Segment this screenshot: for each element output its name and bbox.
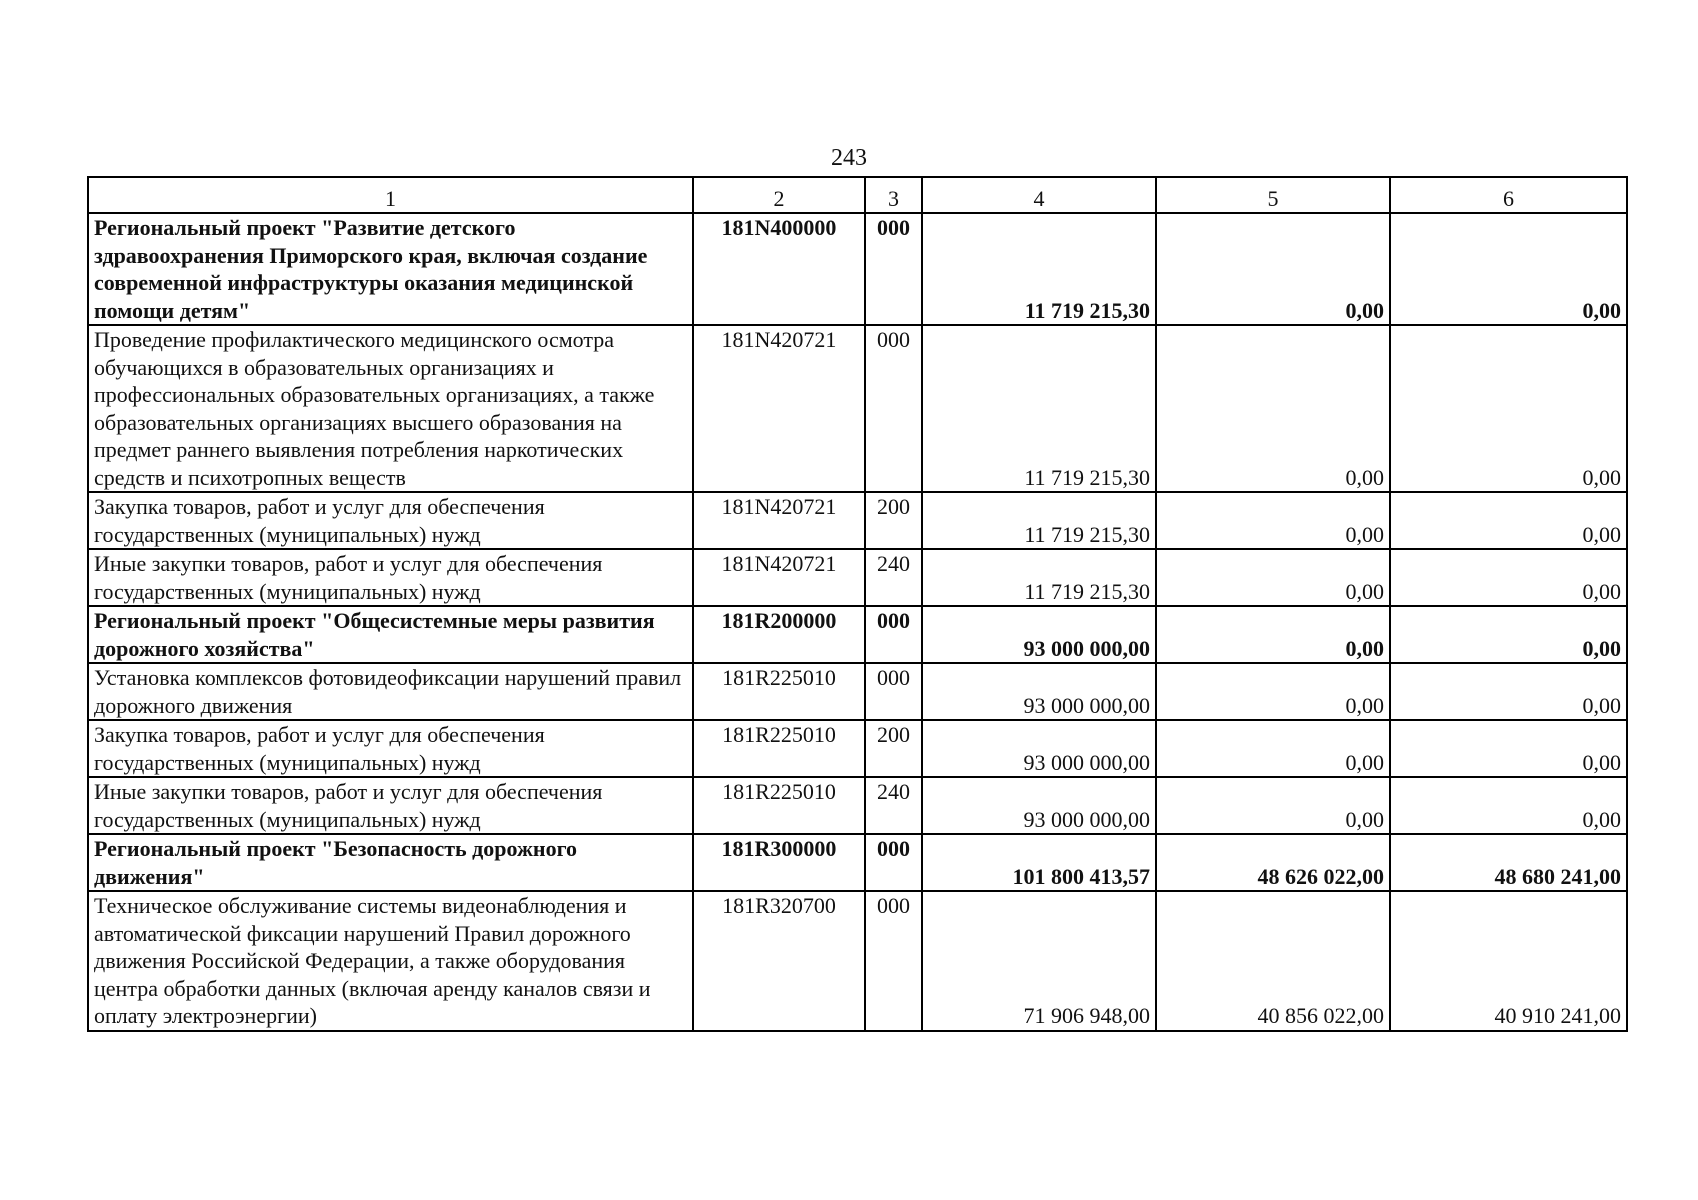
page-number: 243 xyxy=(831,145,867,171)
row-kind: 000 xyxy=(865,606,922,663)
row-code: 181N400000 xyxy=(693,213,865,325)
row-value-col4: 11 719 215,30 xyxy=(922,325,1156,492)
row-kind: 000 xyxy=(865,663,922,720)
row-value-col5: 40 856 022,00 xyxy=(1156,891,1390,1031)
row-value-col5: 0,00 xyxy=(1156,720,1390,777)
row-name: Региональный проект "Развитие детского здравоохранения Приморского края, включая создание современной инфраструктуры оказания медицинской помощи детям" xyxy=(88,213,693,325)
row-value-col5: 48 626 022,00 xyxy=(1156,834,1390,891)
table-row xyxy=(88,663,1627,720)
row-value-col5: 0,00 xyxy=(1156,325,1390,492)
row-kind: 000 xyxy=(865,325,922,492)
column-header-2: 2 xyxy=(693,177,865,213)
row-name: Установка комплексов фотовидеофиксации нарушений правил дорожного движения xyxy=(88,663,693,720)
row-code: 181R225010 xyxy=(693,720,865,777)
row-value-col6: 48 680 241,00 xyxy=(1390,834,1627,891)
table-row xyxy=(88,325,1627,492)
row-value-col5: 0,00 xyxy=(1156,777,1390,834)
row-value-col5: 0,00 xyxy=(1156,549,1390,606)
row-value-col4: 101 800 413,57 xyxy=(922,834,1156,891)
row-kind: 240 xyxy=(865,549,922,606)
row-value-col6: 0,00 xyxy=(1390,325,1627,492)
row-code: 181R320700 xyxy=(693,891,865,1031)
row-value-col5: 0,00 xyxy=(1156,492,1390,549)
row-value-col5: 0,00 xyxy=(1156,606,1390,663)
row-value-col6: 0,00 xyxy=(1390,492,1627,549)
row-name: Региональный проект "Общесистемные меры развития дорожного хозяйства" xyxy=(88,606,693,663)
row-kind: 000 xyxy=(865,834,922,891)
row-value-col4: 11 719 215,30 xyxy=(922,549,1156,606)
row-name: Закупка товаров, работ и услуг для обеспечения государственных (муниципальных) нужд xyxy=(88,720,693,777)
table-row xyxy=(88,492,1627,549)
row-value-col5: 0,00 xyxy=(1156,663,1390,720)
row-value-col4: 93 000 000,00 xyxy=(922,777,1156,834)
column-header-1: 1 xyxy=(88,177,693,213)
row-value-col4: 71 906 948,00 xyxy=(922,891,1156,1031)
row-value-col4: 93 000 000,00 xyxy=(922,663,1156,720)
table-row xyxy=(88,549,1627,606)
row-code: 181N420721 xyxy=(693,492,865,549)
row-code: 181R300000 xyxy=(693,834,865,891)
column-header-5: 5 xyxy=(1156,177,1390,213)
row-name: Региональный проект "Безопасность дорожного движения" xyxy=(88,834,693,891)
row-name: Иные закупки товаров, работ и услуг для обеспечения государственных (муниципальных) нужд xyxy=(88,777,693,834)
table-row xyxy=(88,777,1627,834)
row-value-col5: 0,00 xyxy=(1156,213,1390,325)
row-value-col4: 93 000 000,00 xyxy=(922,720,1156,777)
row-value-col6: 0,00 xyxy=(1390,720,1627,777)
row-value-col6: 40 910 241,00 xyxy=(1390,891,1627,1031)
table-row xyxy=(88,213,1627,325)
row-kind: 200 xyxy=(865,492,922,549)
row-code: 181N420721 xyxy=(693,325,865,492)
row-value-col6: 0,00 xyxy=(1390,606,1627,663)
table-row xyxy=(88,834,1627,891)
row-code: 181R225010 xyxy=(693,663,865,720)
row-value-col4: 11 719 215,30 xyxy=(922,213,1156,325)
row-kind: 000 xyxy=(865,891,922,1031)
row-code: 181N420721 xyxy=(693,549,865,606)
row-kind: 200 xyxy=(865,720,922,777)
row-value-col6: 0,00 xyxy=(1390,777,1627,834)
row-kind: 000 xyxy=(865,213,922,325)
row-code: 181R200000 xyxy=(693,606,865,663)
budget-table xyxy=(87,176,1628,1032)
table-row xyxy=(88,720,1627,777)
row-name: Закупка товаров, работ и услуг для обеспечения государственных (муниципальных) нужд xyxy=(88,492,693,549)
row-value-col4: 11 719 215,30 xyxy=(922,492,1156,549)
row-value-col4: 93 000 000,00 xyxy=(922,606,1156,663)
table-row xyxy=(88,606,1627,663)
row-value-col6: 0,00 xyxy=(1390,213,1627,325)
row-value-col6: 0,00 xyxy=(1390,663,1627,720)
row-value-col6: 0,00 xyxy=(1390,549,1627,606)
column-header-4: 4 xyxy=(922,177,1156,213)
row-code: 181R225010 xyxy=(693,777,865,834)
row-name: Проведение профилактического медицинского осмотра обучающихся в образовательных организациях и профессиональных образовательных организациях, а также образовательных организациях высшего образования на предмет раннего выявления потребления наркотических средств и психотропных веществ xyxy=(88,325,693,492)
column-header-3: 3 xyxy=(865,177,922,213)
row-name: Техническое обслуживание системы видеонаблюдения и автоматической фиксации нарушений Правил дорожного движения Российской Федерации, а также оборудования центра обработки данных (включая аренду каналов связи и оплату электроэнергии) xyxy=(88,891,693,1031)
column-header-6: 6 xyxy=(1390,177,1627,213)
table-header-row xyxy=(88,177,1627,213)
row-name: Иные закупки товаров, работ и услуг для обеспечения государственных (муниципальных) нужд xyxy=(88,549,693,606)
row-kind: 240 xyxy=(865,777,922,834)
table-row xyxy=(88,891,1627,1031)
